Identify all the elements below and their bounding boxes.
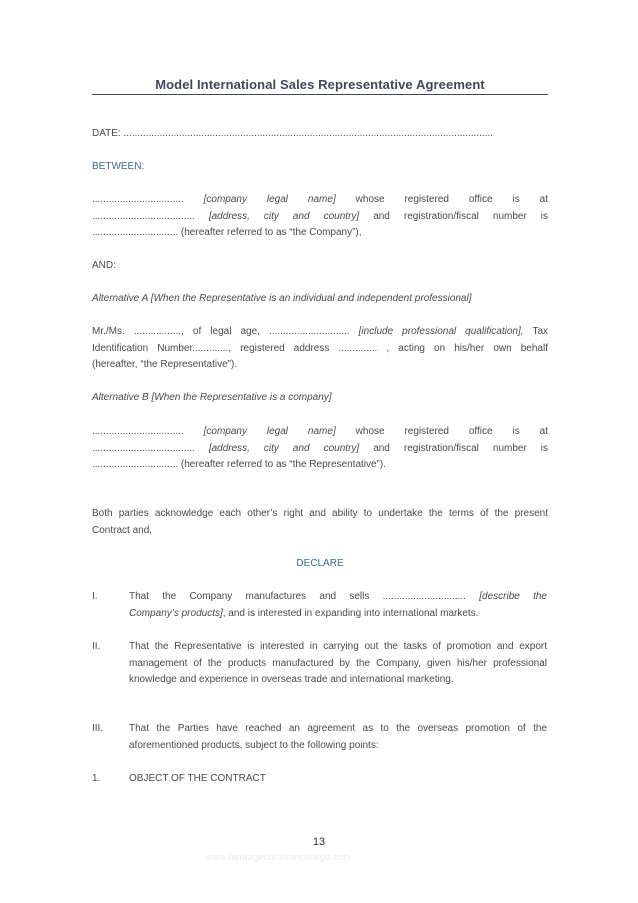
recital-1-line-2: Company’s products], and is interested in expanding into international markets.: [129, 607, 479, 619]
company-line-2: ..................................... [address, city and country] and registration/fiscal number is: [92, 210, 549, 222]
watermark: www.heritagechristiancollege.com: [206, 852, 352, 862]
acknowledge-line-2: Contract and,: [92, 524, 153, 536]
and-label: AND:: [92, 260, 116, 271]
individual-line-2: Identification Number............., registered address .............. , acting on his/her own behalf: [92, 342, 548, 354]
section-heading: OBJECT OF THE CONTRACT: [129, 773, 266, 784]
company-representative-block: [92, 424, 548, 474]
recital-number: II.: [92, 641, 101, 652]
date-line: DATE: .....................................................................................................................................: [92, 128, 494, 139]
title-underline: [92, 94, 548, 95]
company-line-3: ............................... (hereafter referred to as “the Company”),: [92, 227, 362, 238]
acknowledge-line-1: Both parties acknowledge each other’s right and ability to undertake the terms of the present: [92, 508, 548, 519]
individual-line-1: Mr./Ms. ................., of legal age, ............................. [include professional qualification], Tax: [92, 326, 548, 337]
recital-number: III.: [92, 723, 104, 734]
individual-party-block: [92, 324, 548, 374]
recital-text: [129, 589, 547, 622]
document-title: Model International Sales Representative Agreement: [155, 77, 485, 92]
rep-line-1: ................................. [company legal name] whose registered office is at: [92, 426, 548, 437]
recital-text: That the Parties have reached an agreement as to the overseas promotion of the aforementioned products, subject to the following points:: [129, 723, 547, 751]
alternative-a-heading: Alternative A [When the Representative is an individual and independent professional]: [92, 293, 472, 304]
company-party-block: [92, 192, 548, 242]
between-label: BETWEEN:: [92, 161, 145, 172]
section-number: 1.: [92, 773, 101, 784]
rep-line-2: ..................................... [address, city and country] and registration/fiscal number is: [92, 442, 549, 454]
acknowledge-paragraph: [92, 506, 548, 539]
recital-number: I.: [92, 591, 98, 602]
company-line-1: ................................. [company legal name] whose registered office is at: [92, 194, 548, 205]
rep-line-3: ............................... (hereafter referred to as “the Representative”).: [92, 459, 386, 470]
alternative-b-heading: Alternative B [When the Representative is a company]: [92, 392, 332, 403]
declare-heading: DECLARE: [296, 558, 344, 569]
recital-1-line-1: That the Company manufactures and sells .............................. [describe the: [129, 591, 547, 602]
recital-text: That the Representative is interested in carrying out the tasks of promotion and export management of the products manufactured by the Company, given his/her professional knowledge and experience in overseas trade and international marketing.: [129, 641, 547, 685]
page-number: 13: [312, 836, 326, 848]
individual-line-3: (hereafter, “the Representative”).: [92, 359, 238, 370]
